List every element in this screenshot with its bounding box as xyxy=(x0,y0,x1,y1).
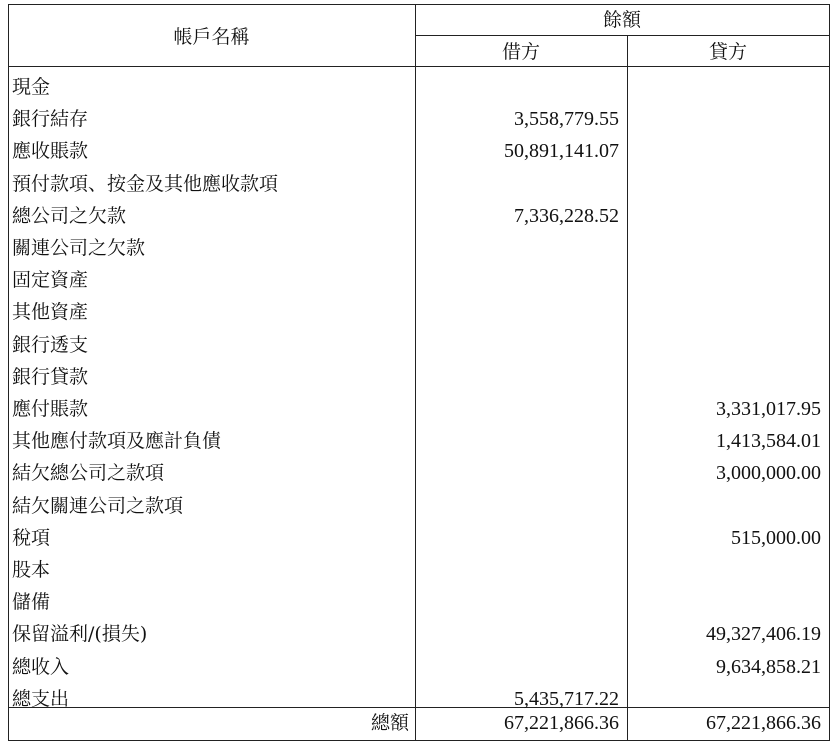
right-border xyxy=(829,4,830,741)
account-name: 關連公司之欠款 xyxy=(12,237,146,259)
total-credit: 67,221,866.36 xyxy=(706,712,821,734)
table-top-border xyxy=(8,4,830,5)
total-debit: 67,221,866.36 xyxy=(504,712,619,734)
account-name: 銀行透支 xyxy=(12,334,89,356)
account-name: 其他資產 xyxy=(12,301,89,323)
debit-value: 50,891,141.07 xyxy=(504,140,619,162)
credit-value: 9,634,858.21 xyxy=(716,656,821,678)
account-name: 結欠總公司之款項 xyxy=(12,462,165,484)
credit-header: 貸方 xyxy=(708,41,747,63)
trial-balance-table xyxy=(8,4,830,741)
account-name: 應付賬款 xyxy=(12,398,89,420)
account-name: 總公司之欠款 xyxy=(12,205,127,227)
account-name: 銀行貸款 xyxy=(12,366,89,388)
account-name: 總收入 xyxy=(12,656,70,678)
account-name: 稅項 xyxy=(12,527,51,549)
balance-header: 餘額 xyxy=(602,9,641,31)
account-name: 總支出 xyxy=(12,688,70,710)
header-bottom-border xyxy=(8,66,830,67)
balance-header-divider xyxy=(415,35,830,36)
debit-header: 借方 xyxy=(501,41,540,63)
credit-value: 3,000,000.00 xyxy=(716,462,821,484)
left-border xyxy=(8,4,9,741)
debit-value: 7,336,228.52 xyxy=(514,205,619,227)
account-name: 應收賬款 xyxy=(12,140,89,162)
account-name: 預付款項、按金及其他應收款項 xyxy=(12,173,279,195)
account-name: 儲備 xyxy=(12,591,51,613)
table-bottom-border xyxy=(8,740,830,741)
total-label: 總額 xyxy=(370,712,409,734)
credit-value: 49,327,406.19 xyxy=(706,623,821,645)
account-name: 銀行結存 xyxy=(12,108,89,130)
account-name: 股本 xyxy=(12,559,51,581)
credit-value: 1,413,584.01 xyxy=(716,430,821,452)
account-name: 保留溢利/(損失) xyxy=(12,623,148,645)
account-name: 固定資產 xyxy=(12,269,89,291)
account-name: 結欠關連公司之款項 xyxy=(12,495,184,517)
account-name: 其他應付款項及應計負債 xyxy=(12,430,222,452)
account-name: 現金 xyxy=(12,76,51,98)
credit-value: 3,331,017.95 xyxy=(716,398,821,420)
debit-value: 5,435,717.22 xyxy=(514,688,619,710)
account-name-header: 帳戶名稱 xyxy=(173,26,250,48)
credit-value: 515,000.00 xyxy=(731,527,821,549)
debit-value: 3,558,779.55 xyxy=(514,108,619,130)
